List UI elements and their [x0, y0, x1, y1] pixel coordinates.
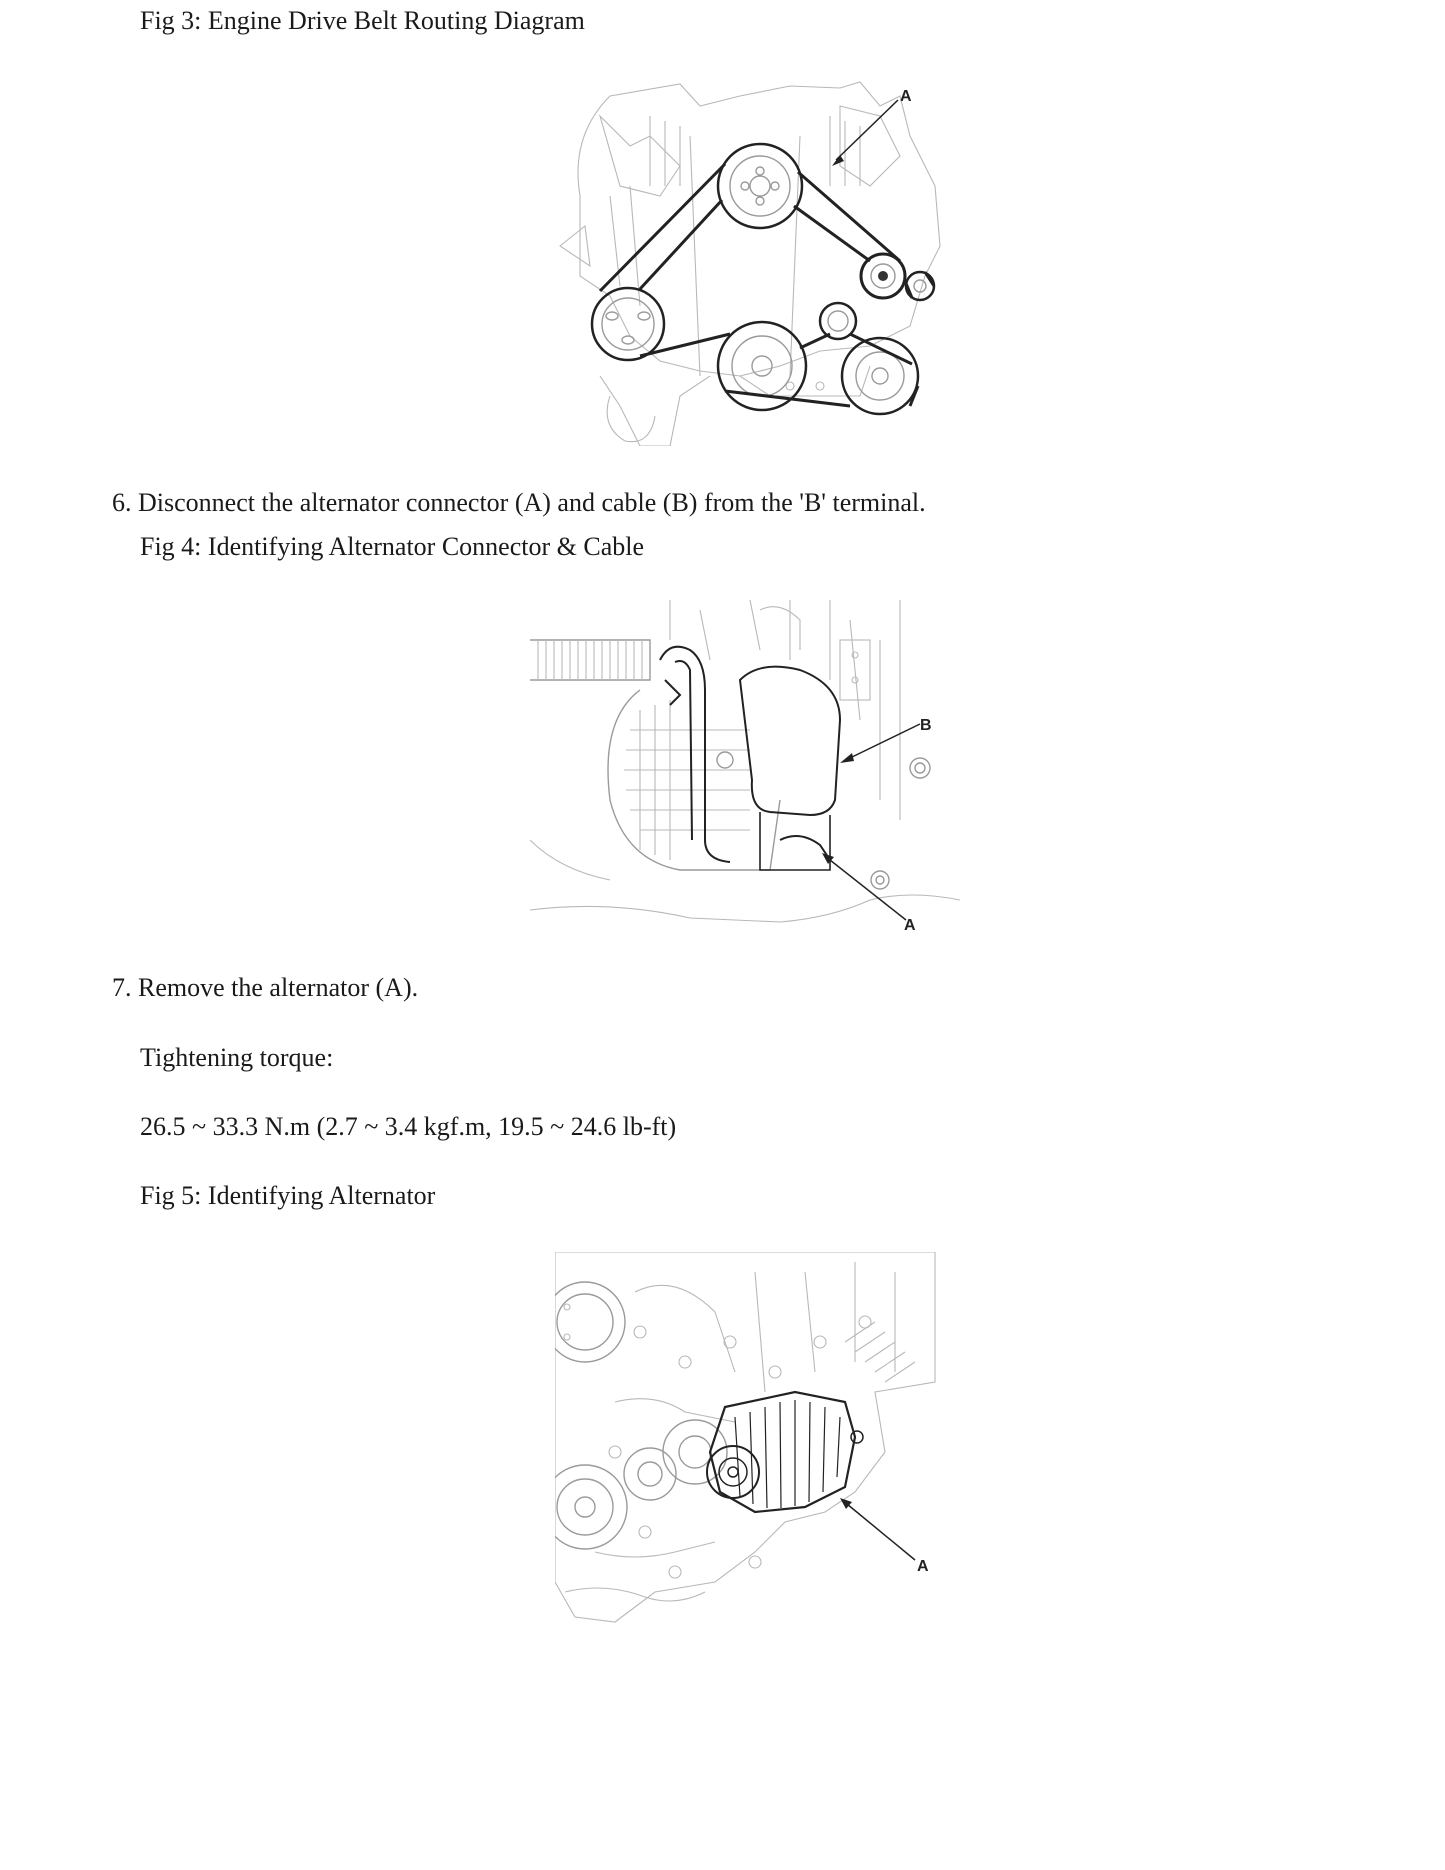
fig4-callout-b: B	[920, 717, 932, 734]
step7-text: Remove the alternator (A).	[138, 973, 419, 1002]
torque-label: Tightening torque:	[140, 1043, 334, 1072]
torque-value: 26.5 ~ 33.3 N.m (2.7 ~ 3.4 kgf.m, 19.5 ~ 24.6 lb-ft)	[140, 1112, 677, 1141]
fig4-callout-a: A	[904, 917, 916, 930]
step6-item	[112, 490, 926, 516]
step7-number: 7.	[112, 973, 132, 1002]
fig4-alternator-connector-diagram	[530, 600, 960, 930]
fig5-callout-a: A	[917, 1558, 929, 1575]
step6-number: 6.	[112, 488, 132, 517]
fig3-belt-routing-diagram	[540, 76, 960, 446]
fig5-alternator-diagram	[555, 1252, 940, 1632]
step6-text: Disconnect the alternator connector (A) and cable (B) from the 'B' terminal.	[138, 488, 926, 517]
fig3-caption: Fig 3: Engine Drive Belt Routing Diagram	[140, 6, 585, 35]
fig4-caption: Fig 4: Identifying Alternator Connector & Cable	[140, 532, 645, 561]
step7-item	[112, 975, 418, 1001]
fig3-callout-a: A	[900, 88, 912, 105]
fig5-caption: Fig 5: Identifying Alternator	[140, 1181, 436, 1210]
